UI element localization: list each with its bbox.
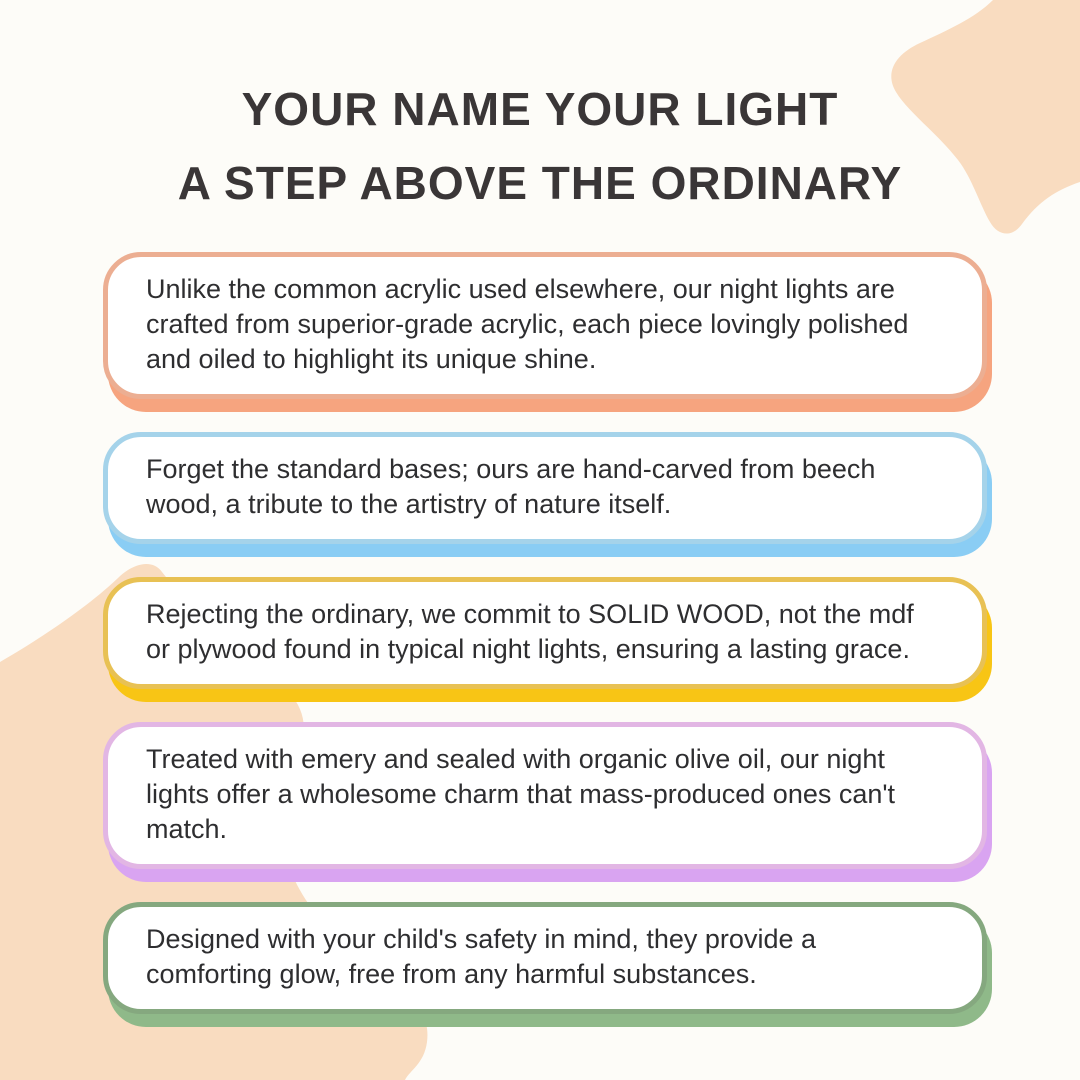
feature-card-text: Rejecting the ordinary, we commit to SOLID WOOD, not the mdf or plywood found in typical night lights, ensuring a lasting grace.: [146, 599, 914, 664]
feature-card-solid-wood: [103, 577, 987, 689]
feature-card-beech-wood: [103, 432, 987, 544]
feature-card-text: Unlike the common acrylic used elsewhere, our night lights are crafted from superior-grade acrylic, each piece lovingly polished and oiled to highlight its unique shine.: [146, 274, 909, 374]
feature-card-olive-oil: [103, 722, 987, 869]
feature-card-text: Designed with your child's safety in mind, they provide a comforting glow, free from any harmful substances.: [146, 924, 816, 989]
page-title-line2: A STEP ABOVE THE ORDINARY: [177, 157, 903, 209]
feature-card-list: [103, 252, 987, 1014]
page-title: [0, 72, 1080, 220]
page-title-line1: YOUR NAME YOUR LIGHT: [241, 83, 839, 135]
feature-card-text: Treated with emery and sealed with organic olive oil, our night lights offer a wholesome charm that mass-produced ones can't match.: [146, 744, 896, 844]
feature-card-text: Forget the standard bases; ours are hand-carved from beech wood, a tribute to the artistry of nature itself.: [146, 454, 876, 519]
feature-card-safety: [103, 902, 987, 1014]
feature-card-acrylic: [103, 252, 987, 399]
